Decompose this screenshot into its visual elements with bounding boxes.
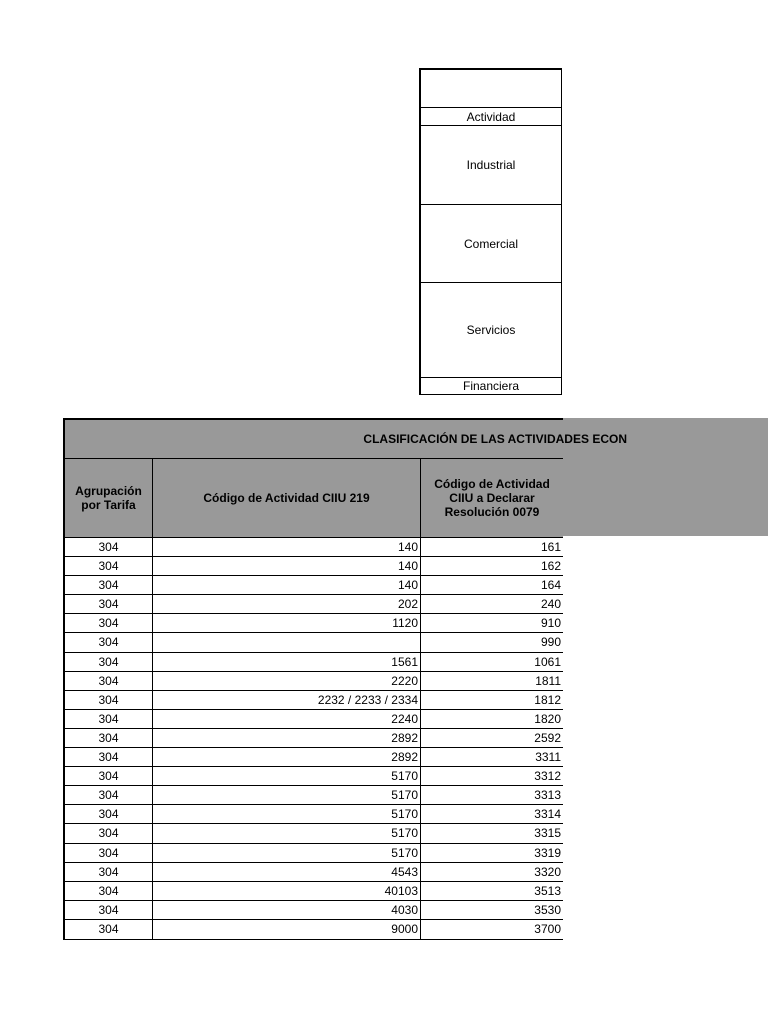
cell-tarifa: 304 xyxy=(65,748,153,766)
activity-header-cell: Actividad xyxy=(421,108,561,126)
cell-tarifa: 304 xyxy=(65,614,153,632)
cell-ciiu-219: 4543 xyxy=(153,863,421,881)
cell-ciiu-declarar: 3319 xyxy=(534,845,561,860)
cell-tarifa: 304 xyxy=(65,576,153,594)
cell-ciiu-219: 2240 xyxy=(153,710,421,728)
table-row xyxy=(65,805,563,824)
table-row xyxy=(65,863,563,882)
cell-ciiu-219: 2220 xyxy=(153,672,421,690)
cell-ciiu-219: 140 xyxy=(153,576,421,594)
cell-tarifa: 304 xyxy=(65,538,153,556)
cell-ciiu-declarar: 3530 xyxy=(534,902,561,917)
activity-comercial-cell: Comercial xyxy=(421,205,561,283)
header-codigo-ciiu-219: Código de Actividad CIIU 219 xyxy=(153,459,421,537)
cell-ciiu-219: 1120 xyxy=(153,614,421,632)
table-row xyxy=(65,844,563,863)
cell-tarifa: 304 xyxy=(65,805,153,823)
table-row xyxy=(65,576,563,595)
cell-tarifa: 304 xyxy=(65,901,153,919)
cell-ciiu-219: 140 xyxy=(153,538,421,556)
table-row xyxy=(65,882,563,901)
cell-ciiu-declarar: 1812 xyxy=(534,692,561,707)
cell-ciiu-219: 5170 xyxy=(153,786,421,804)
table-title-row xyxy=(65,420,627,459)
cell-ciiu-219: 140 xyxy=(153,557,421,575)
cell-ciiu-declarar: 3314 xyxy=(534,807,561,822)
cell-ciiu-219 xyxy=(153,633,421,651)
cell-tarifa: 304 xyxy=(65,653,153,671)
cell-ciiu-declarar: 3313 xyxy=(534,788,561,803)
cell-ciiu-219: 2892 xyxy=(153,748,421,766)
cell-ciiu-declarar: 1820 xyxy=(534,711,561,726)
cell-ciiu-declarar: 1811 xyxy=(535,673,561,688)
table-row xyxy=(65,557,563,576)
cell-ciiu-219: 1561 xyxy=(153,653,421,671)
cell-ciiu-219: 4030 xyxy=(153,901,421,919)
activity-type-table xyxy=(419,68,562,395)
cell-tarifa: 304 xyxy=(65,557,153,575)
cell-tarifa: 304 xyxy=(65,882,153,900)
cell-ciiu-219: 9000 xyxy=(153,920,421,939)
cell-ciiu-declarar: 3513 xyxy=(534,883,561,898)
table-row xyxy=(65,767,563,786)
cell-tarifa: 304 xyxy=(65,920,153,939)
table-row xyxy=(65,748,563,767)
table-row xyxy=(65,920,563,939)
cell-tarifa: 304 xyxy=(65,633,153,651)
cell-ciiu-declarar: 3315 xyxy=(534,826,561,841)
table-row xyxy=(65,538,563,557)
cell-tarifa: 304 xyxy=(65,710,153,728)
table-row xyxy=(65,595,563,614)
cell-ciiu-219: 5170 xyxy=(153,767,421,785)
table-row xyxy=(65,824,563,843)
cell-tarifa: 304 xyxy=(65,844,153,862)
cell-tarifa: 304 xyxy=(65,767,153,785)
cell-ciiu-219: 2892 xyxy=(153,729,421,747)
cell-ciiu-declarar: 2592 xyxy=(534,730,561,745)
table-row xyxy=(65,653,563,672)
cell-ciiu-219: 5170 xyxy=(153,805,421,823)
cell-tarifa: 304 xyxy=(65,672,153,690)
activity-blank-cell xyxy=(421,70,561,108)
cell-ciiu-declarar: 162 xyxy=(540,559,561,574)
cell-tarifa: 304 xyxy=(65,863,153,881)
cell-ciiu-219: 5170 xyxy=(153,824,421,842)
cell-tarifa: 304 xyxy=(65,691,153,709)
cell-ciiu-219: 2232 / 2233 / 2334 xyxy=(153,691,421,709)
table-body xyxy=(65,538,563,939)
table-row xyxy=(65,786,563,805)
table-row xyxy=(65,672,563,691)
classification-table xyxy=(63,418,627,940)
cell-ciiu-declarar: 990 xyxy=(540,635,561,650)
cell-tarifa: 304 xyxy=(65,786,153,804)
cell-ciiu-declarar: 3320 xyxy=(534,864,561,879)
activity-servicios-cell: Servicios xyxy=(421,283,561,378)
cell-ciiu-declarar: 3311 xyxy=(535,750,561,765)
cell-ciiu-declarar: 164 xyxy=(540,578,561,593)
cell-tarifa: 304 xyxy=(65,595,153,613)
cell-ciiu-declarar: 3700 xyxy=(534,921,561,936)
table-title: CLASIFICACIÓN DE LAS ACTIVIDADES ECON xyxy=(363,432,627,446)
activity-industrial-cell: Industrial xyxy=(421,126,561,205)
table-row xyxy=(65,633,563,652)
cell-ciiu-declarar: 1061 xyxy=(534,654,561,669)
table-header-row xyxy=(65,459,563,538)
cell-ciiu-219: 202 xyxy=(153,595,421,613)
table-row xyxy=(65,710,563,729)
activity-financiera-cell: Financiera xyxy=(462,379,520,393)
table-row xyxy=(65,614,563,633)
header-codigo-ciiu-declarar: Código de Actividad CIIU a Declarar Resolución 0079 xyxy=(434,477,550,519)
table-row xyxy=(65,901,563,920)
cell-ciiu-declarar: 240 xyxy=(540,597,561,612)
table-row xyxy=(65,691,563,710)
cell-tarifa: 304 xyxy=(65,729,153,747)
table-row xyxy=(65,729,563,748)
cell-tarifa: 304 xyxy=(65,824,153,842)
cell-ciiu-declarar: 161 xyxy=(540,540,561,554)
cell-ciiu-declarar: 910 xyxy=(540,616,561,631)
cell-ciiu-219: 40103 xyxy=(153,882,421,900)
header-agrupacion-tarifa: Agrupación por Tarifa xyxy=(65,459,153,537)
cell-ciiu-219: 5170 xyxy=(153,844,421,862)
cell-ciiu-declarar: 3312 xyxy=(534,769,561,784)
